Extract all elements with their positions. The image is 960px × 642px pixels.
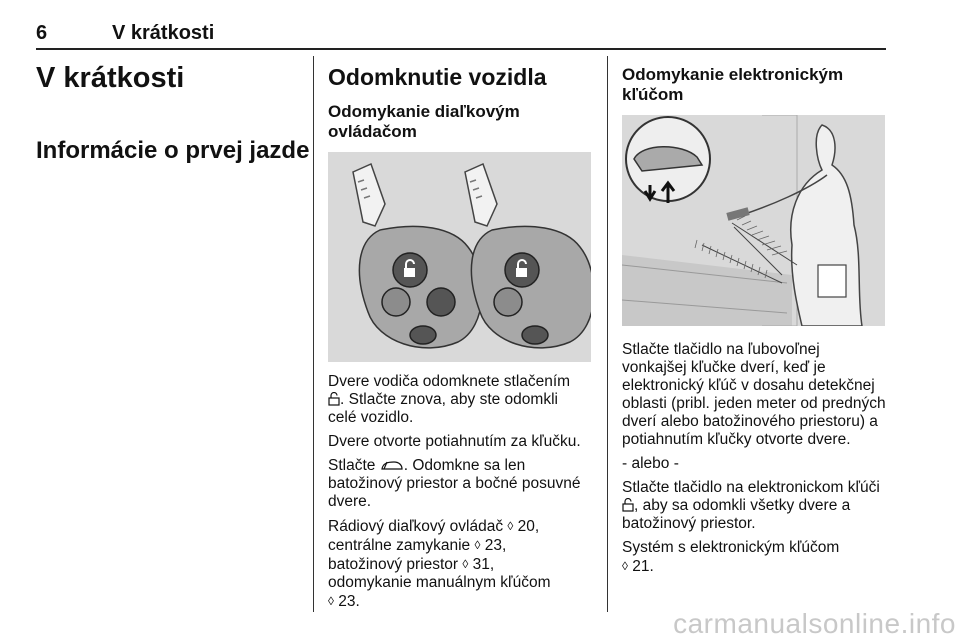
subsection-heading: Odomykanie elektronickým kľúčom	[622, 65, 844, 104]
paragraph: Dvere otvorte potiahnutím za kľučku.	[328, 433, 581, 450]
paragraph: Dvere vodiča odomknete stlačením . Stlačte znova, aby ste odomkli celé vozidlo.	[328, 373, 571, 426]
unlock-icon	[622, 498, 634, 512]
paragraph: Stlačte . Odomkne sa len batožinový priestor a bočné posuvné dvere.	[328, 457, 581, 510]
paragraph: Systém s elektronickým kľúčom ◊ 21.	[622, 539, 840, 575]
column-divider	[313, 56, 314, 612]
paragraph: Stlačte tlačidlo na elektronickom kľúči , aby sa odomkli všetky dvere a batožinový priestor.	[622, 479, 880, 532]
paragraph: Stlačte tlačidlo na ľubovoľnej vonkajšej kľučke dverí, keď je elektronický kľúč v dosahu detekčnej oblasti (pribl. jeden meter od predných dverí alebo batožinového priestoru) a potiahnutím kľučky otvorte dvere.	[622, 341, 886, 448]
section-body	[328, 373, 590, 617]
watermark: carmanualsonline.info	[673, 608, 956, 639]
car-rear-icon	[380, 460, 404, 472]
subsection-heading: Odomykanie diaľkovým ovládačom	[328, 102, 520, 141]
section-body	[622, 341, 888, 582]
page-number: 6	[36, 22, 48, 44]
header-rule	[36, 48, 886, 50]
electronic-key-illustration	[622, 115, 885, 326]
section-heading: Odomknutie vozidla	[328, 64, 547, 90]
page-ref-arrow-icon: ◊	[622, 559, 628, 573]
page-ref-arrow-icon: ◊	[462, 557, 469, 571]
column-divider	[607, 56, 608, 612]
running-header: V krátkosti	[112, 22, 215, 44]
paragraph: - alebo -	[622, 455, 679, 472]
page-ref-arrow-icon: ◊	[474, 538, 481, 552]
reference-list: Rádiový diaľkový ovládač ◊ 20, centrálne zamykanie ◊ 23, batožinový priestor ◊ 31, odomykanie manuálnym kľúčom ◊ 23.	[328, 518, 551, 610]
page-ref-arrow-icon: ◊	[507, 519, 514, 533]
remote-keys-illustration	[328, 152, 591, 362]
unlock-icon	[328, 392, 340, 406]
page-ref-arrow-icon: ◊	[328, 594, 334, 608]
chapter-title: V krátkosti	[36, 62, 185, 94]
section-title: Informácie o prvej jazde	[36, 137, 310, 164]
